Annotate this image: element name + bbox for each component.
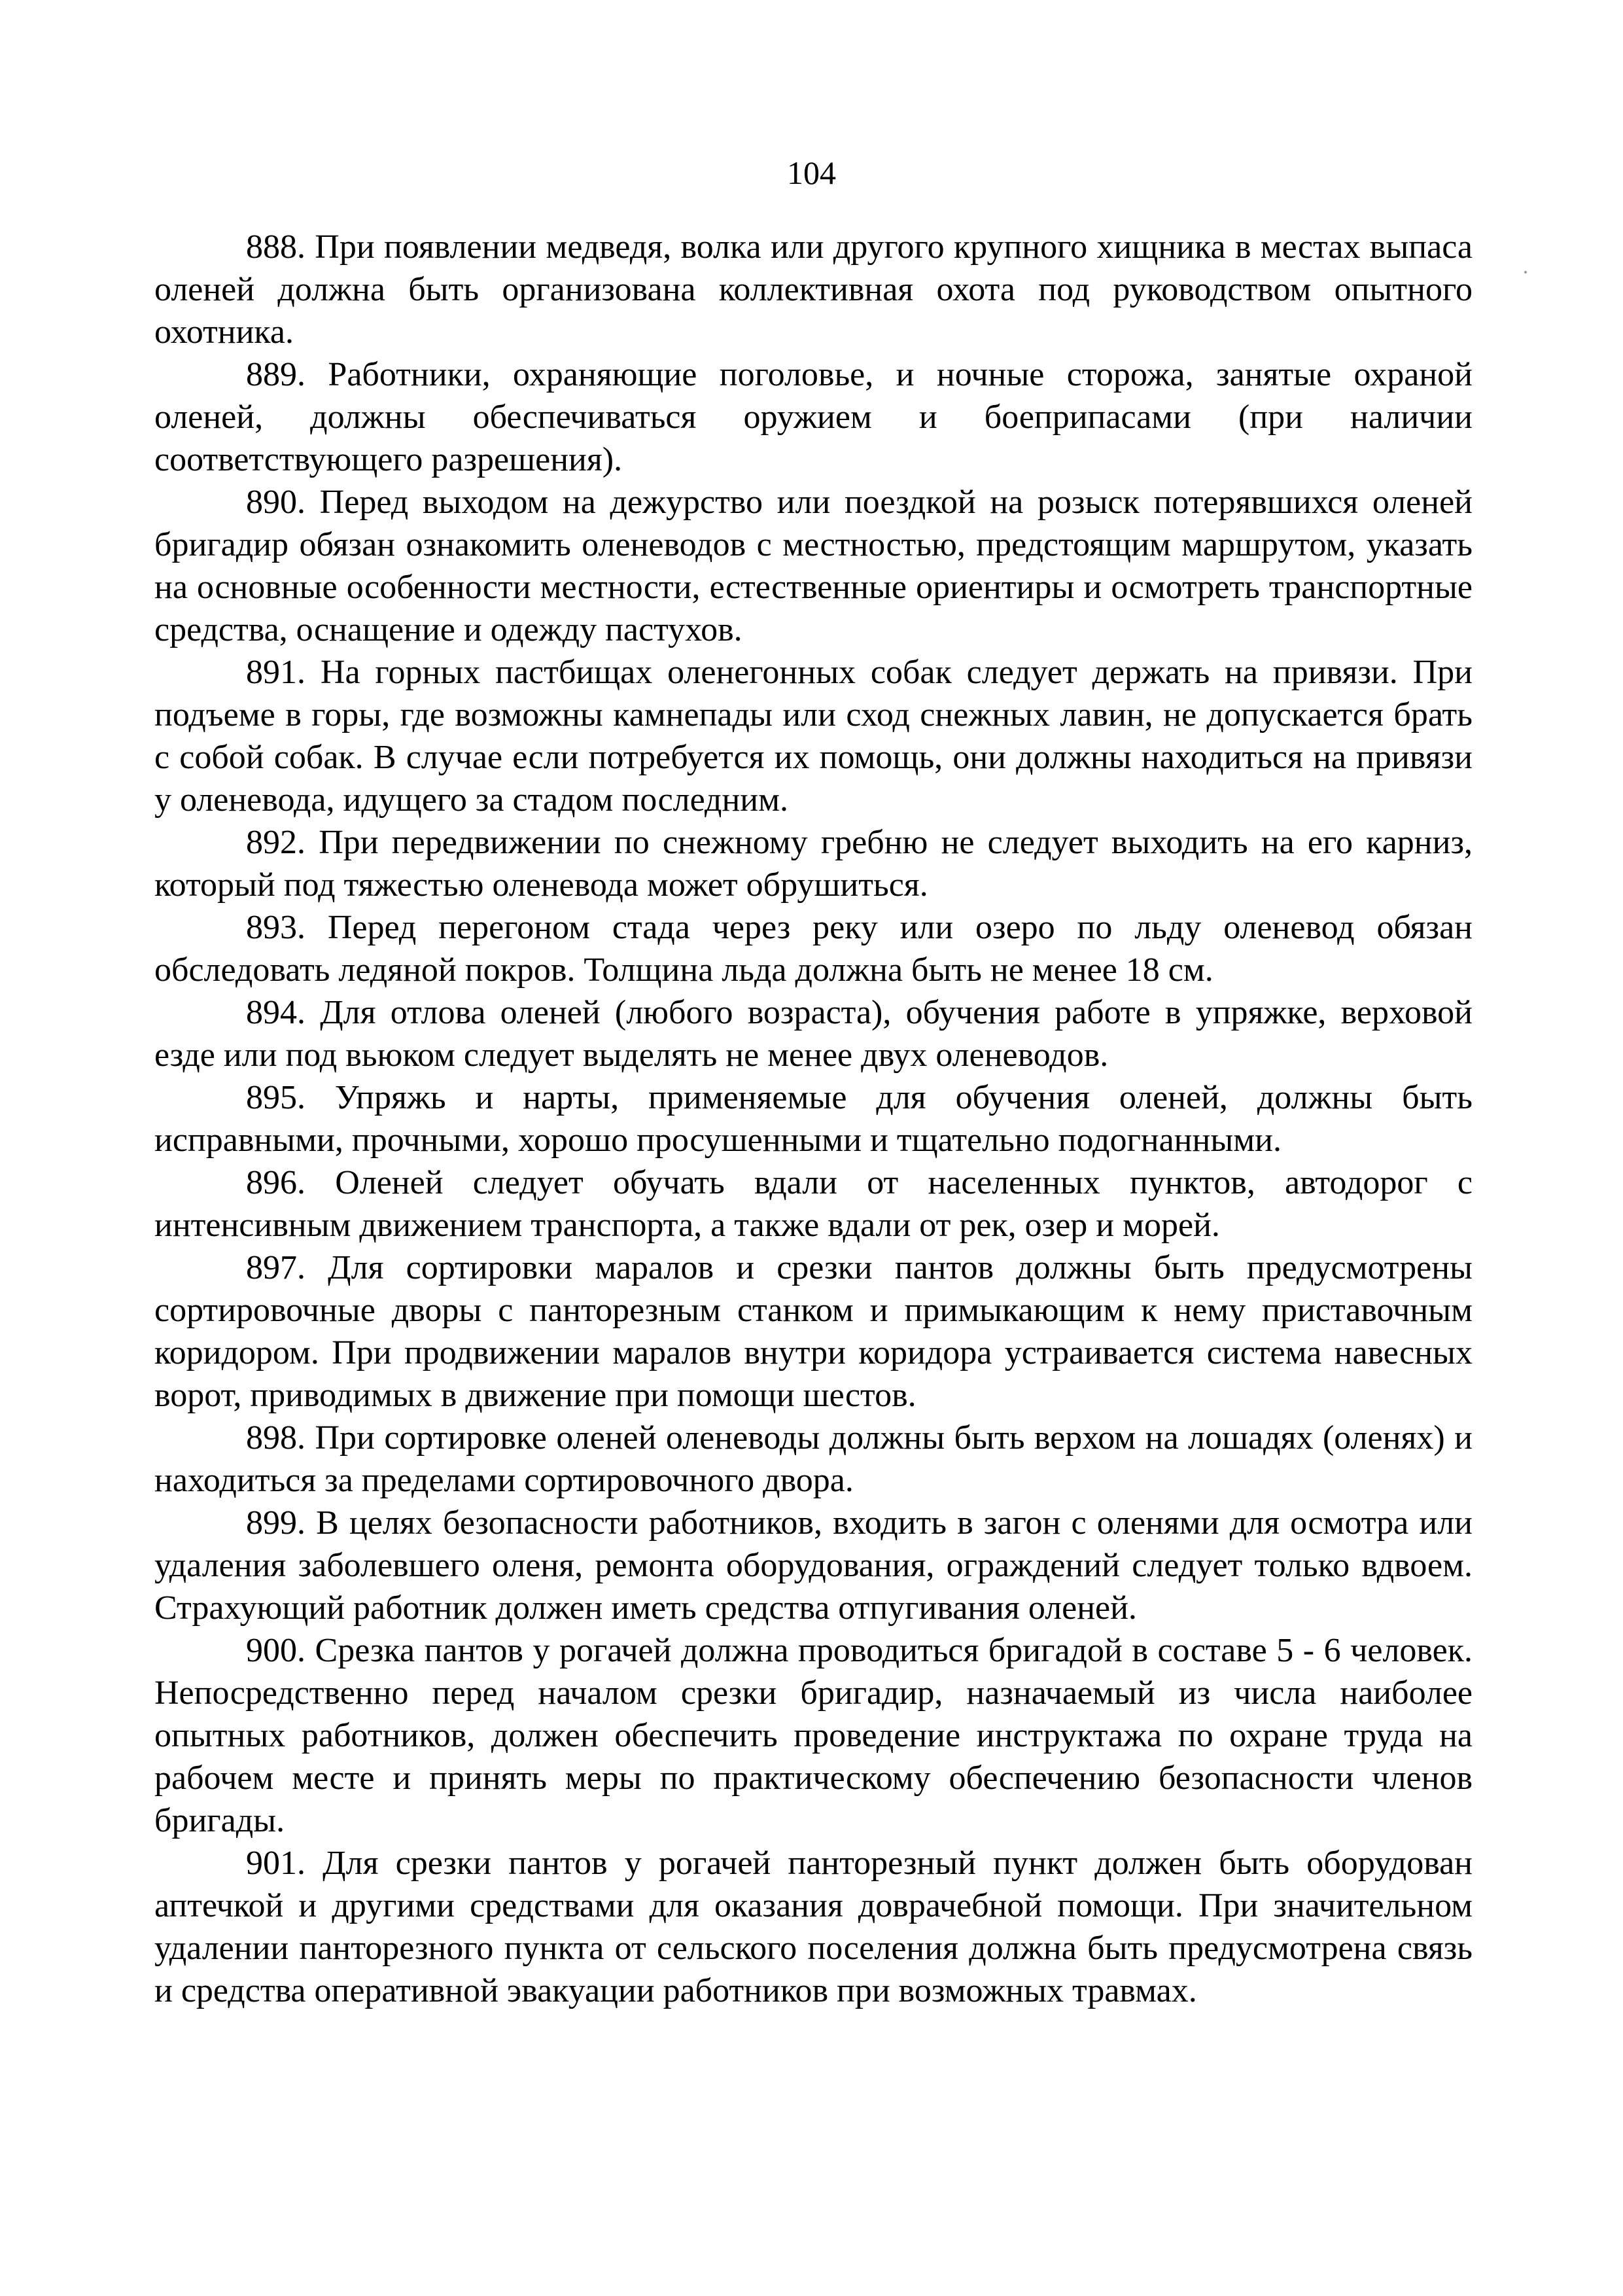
scan-speck <box>1524 271 1527 274</box>
paragraph-891: 891. На горных пастбищах оленегонных собак следует держать на привязи. При подъеме в горы, где возможны камнепады или сход снежных лавин, не допускается брать с собой собак. В случае если потребуется их помощь, они должны находиться на привязи у оленевода, идущего за стадом последним. <box>154 654 1473 819</box>
paragraph-892: 892. При передвижении по снежному гребню не следует выходить на его карниз, который под тяжестью оленевода может обрушиться. <box>154 824 1473 904</box>
page-number: 104 <box>787 154 836 191</box>
paragraph-894: 894. Для отлова оленей (любого возраста), обучения работе в упряжке, верховой езде или под вьюком следует выделять не менее двух оленеводов. <box>154 994 1473 1074</box>
paragraph-901: 901. Для срезки пантов у рогачей панторезный пункт должен быть оборудован аптечкой и другими средствами для оказания доврачебной помощи. При значительном удалении панторезного пункта от сельского поселения должна быть предусмотрена связь и средства оперативной эвакуации работников при возможных травмах. <box>154 1845 1473 2009</box>
paragraph-896: 896. Оленей следует обучать вдали от населенных пунктов, автодорог с интенсивным движением транспорта, а также вдали от рек, озер и морей. <box>154 1164 1473 1244</box>
paragraph-897: 897. Для сортировки маралов и срезки пантов должны быть предусмотрены сортировочные дворы с панторезным станком и примыкающим к нему приставочным коридором. При продвижении маралов внутри коридора устраивается система навесных ворот, приводимых в движение при помощи шестов. <box>154 1249 1473 1414</box>
paragraph-899: 899. В целях безопасности работников, входить в загон с оленями для осмотра или удаления заболевшего оленя, ремонта оборудования, ограждений следует только вдвоем. Страхующий работник должен иметь средства отпугивания оленей. <box>154 1504 1473 1627</box>
paragraph-893: 893. Перед перегоном стада через реку или озеро по льду оленевод обязан обследовать ледяной покров. Толщина льда должна быть не менее 18 см. <box>154 909 1473 989</box>
paragraph-889: 889. Работники, охраняющие поголовье, и ночные сторожа, занятые охраной оленей, должны обеспечиваться оружием и боеприпасами (при наличии соответствующего разрешения). <box>154 356 1473 478</box>
document-body <box>154 226 1473 2012</box>
paragraph-900: 900. Срезка пантов у рогачей должна проводиться бригадой в составе 5 - 6 человек. Непосредственно перед началом срезки бригадир, назначаемый из числа наиболее опытных работников, должен обеспечить проведение инструктажа по охране труда на рабочем месте и принять меры по практическому обеспечению безопасности членов бригады. <box>154 1632 1473 1839</box>
paragraph-888: 888. При появлении медведя, волка или другого крупного хищника в местах выпаса оленей должна быть организована коллективная охота под руководством опытного охотника. <box>154 228 1473 351</box>
paragraph-898: 898. При сортировке оленей оленеводы должны быть верхом на лошадях (оленях) и находиться за пределами сортировочного двора. <box>154 1419 1473 1499</box>
paragraph-890: 890. Перед выходом на дежурство или поездкой на розыск потерявшихся оленей бригадир обязан ознакомить оленеводов с местностью, предстоящим маршрутом, указать на основные особенности местности, естественные ориентиры и осмотреть транспортные средства, оснащение и одежду пастухов. <box>154 484 1473 648</box>
paragraph-895: 895. Упряжь и нарты, применяемые для обучения оленей, должны быть исправными, прочными, хорошо просушенными и тщательно подогнанными. <box>154 1079 1473 1159</box>
